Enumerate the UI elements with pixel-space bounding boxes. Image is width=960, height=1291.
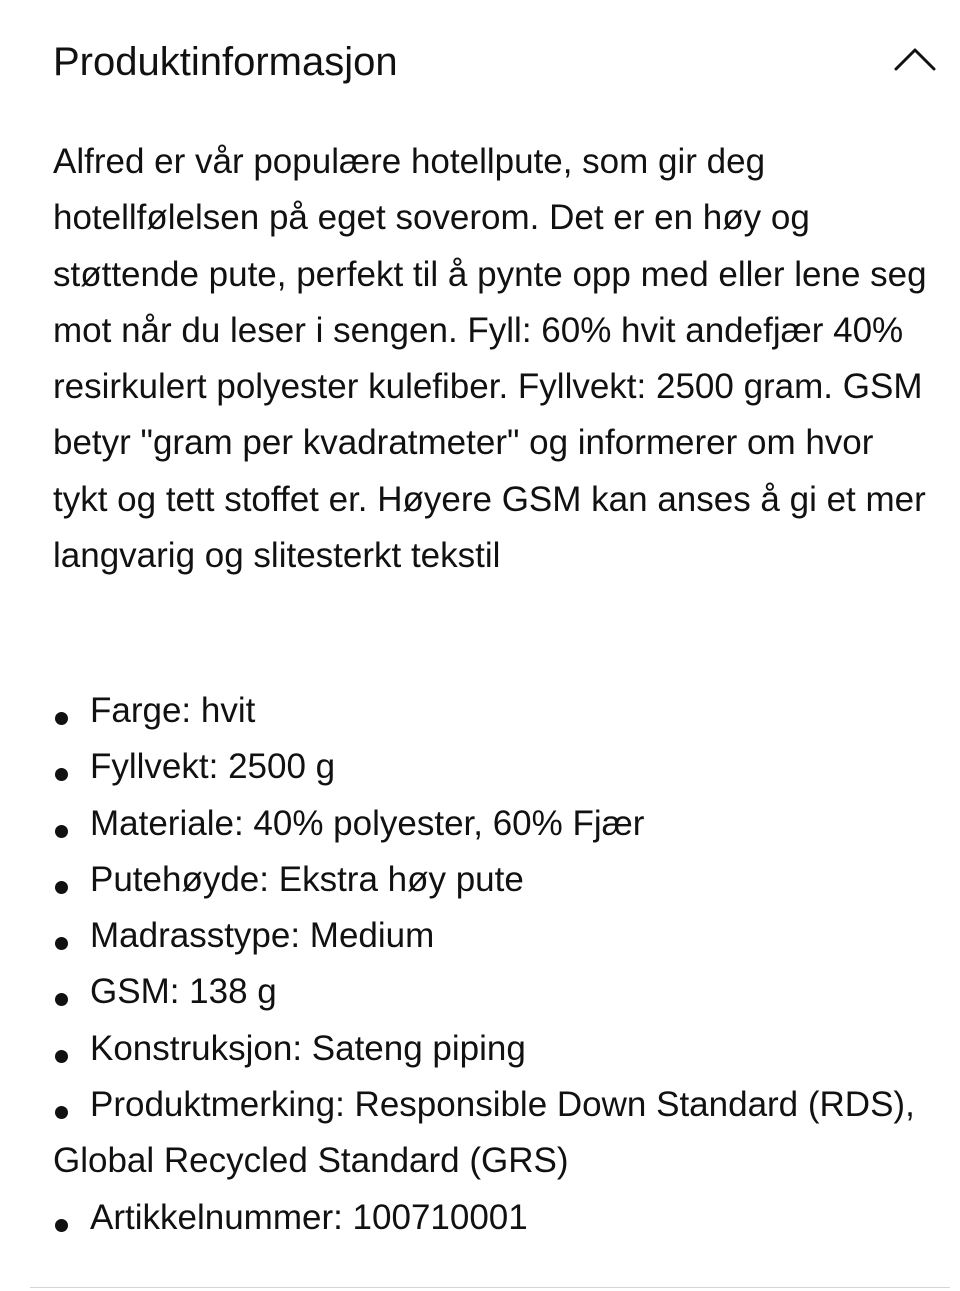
spec-text: GSM: 138 g <box>90 972 277 1012</box>
spec-item-construction <box>53 1021 933 1077</box>
spec-item-certification <box>53 1077 933 1190</box>
spec-text: Materiale: 40% polyester, 60% Fjær <box>90 803 645 843</box>
spec-item-gsm <box>53 964 933 1020</box>
accordion-header[interactable] <box>53 30 938 94</box>
spec-text: Artikkelnummer: 100710001 <box>90 1197 528 1237</box>
spec-list <box>53 683 933 1246</box>
product-description: Alfred er vår populære hotellpute, som gir deg hotellfølelsen på eget soverom. Det er en høy og støttende pute, perfekt til å pynte opp med eller lene seg mot når du leser i sengen. Fyll: 60% hvit andefjær 40% resirkulert polyester kulefiber. Fyllvekt: 2500 gram. GSM betyr "gram per kvadratmeter" og informerer om hvor tykt og tett stoffet er. Høyere GSM kan anses å gi et mer langvarig og slitesterkt tekstil <box>53 142 927 576</box>
spec-text: Produktmerking: Responsible Down Standard (RDS), Global Recycled Standard (GRS) <box>53 1085 915 1181</box>
section-title: Produktinformasjon <box>53 40 398 84</box>
spec-item-pillow-height <box>53 852 933 908</box>
spec-item-mattress-type <box>53 908 933 964</box>
section-divider <box>30 1287 950 1288</box>
spec-item-color <box>53 683 933 739</box>
spec-text: Madrasstype: Medium <box>90 916 435 956</box>
spec-text: Putehøyde: Ekstra høy pute <box>90 859 524 899</box>
accordion-content <box>53 134 933 1237</box>
spec-item-material <box>53 796 933 852</box>
spec-item-article-number <box>53 1190 933 1246</box>
spec-item-fill-weight <box>53 739 933 795</box>
chevron-up-icon[interactable] <box>893 44 937 74</box>
spec-text: Fyllvekt: 2500 g <box>90 747 336 787</box>
spec-text: Farge: hvit <box>90 691 256 730</box>
spec-text: Konstruksjon: Sateng piping <box>90 1028 526 1068</box>
